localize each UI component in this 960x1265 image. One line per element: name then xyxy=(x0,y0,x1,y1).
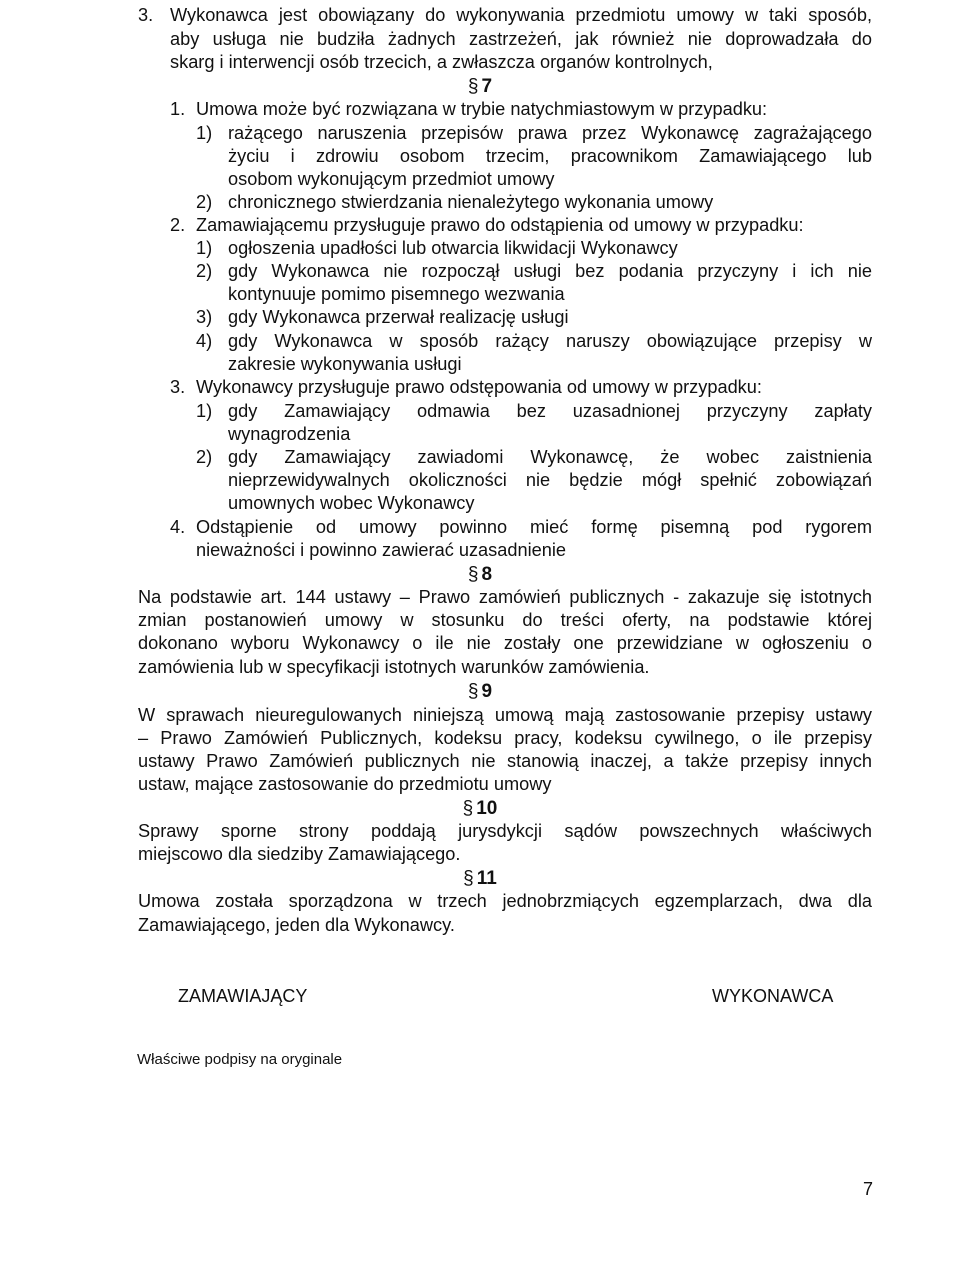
signature-label-contractor: WYKONAWCA xyxy=(712,986,834,1006)
item-number: 3. xyxy=(138,5,154,25)
subitem-line: gdy Wykonawca przerwał realizację usługi xyxy=(228,307,569,327)
item-text: Umowa może być rozwiązana w trybie natychmiastowym w przypadku: xyxy=(196,99,768,119)
paragraph-line: aby usługa nie budziła żadnych zastrzeżeń, jak również nie doprowadzała do xyxy=(170,29,872,49)
section-heading-11 xyxy=(0,867,960,890)
item-text: Wykonawcy przysługuje prawo odstępowania od umowy w przypadku: xyxy=(196,377,762,397)
subitem-line: ogłoszenia upadłości lub otwarcia likwidacji Wykonawcy xyxy=(228,238,678,258)
subitem-line: wynagrodzenia xyxy=(228,424,351,444)
subitem-line: umownych wobec Wykonawcy xyxy=(228,493,475,513)
paragraph-line: skarg i interwencji osób trzecich, a zwłaszcza organów kontrolnych, xyxy=(170,52,713,72)
subitem-line: gdy Zamawiający zawiadomi Wykonawcę, że wobec zaistnienia xyxy=(228,447,872,467)
subitem-number: 2) xyxy=(196,447,213,467)
page-number: 7 xyxy=(863,1179,874,1199)
section-heading-9 xyxy=(0,680,960,703)
paragraph-line: dokonano wyboru Wykonawcy o ile nie zostały one przewidziane w ogłoszeniu o xyxy=(138,633,872,653)
paragraph-line: Umowa została sporządzona w trzech jednobrzmiących egzemplarzach, dwa dla xyxy=(138,891,872,911)
paragraph-line: Na podstawie art. 144 ustawy – Prawo zamówień publicznych - zakazuje się istotnych xyxy=(138,587,872,607)
subitem-line: chronicznego stwierdzania nienależytego wykonania umowy xyxy=(228,192,714,212)
section-symbol: § xyxy=(467,564,479,585)
paragraph-line: ustawy Prawo Zamówień publicznych nie stanowią inaczej, a także przepisy innych xyxy=(138,751,872,771)
item-text: Zamawiającemu przysługuje prawo do odstąpienia od umowy w przypadku: xyxy=(196,215,804,235)
subitem-number: 1) xyxy=(196,401,213,421)
subitem-line: życiu i zdrowiu osobom trzecim, pracownikom Zamawiającego lub xyxy=(228,146,872,166)
paragraph-line: Wykonawca jest obowiązany do wykonywania przedmiotu umowy w taki sposób, xyxy=(170,5,872,25)
subitem-line: osobom wykonującym przedmiot umowy xyxy=(228,169,555,189)
subitem-line: rażącego naruszenia przepisów prawa przez Wykonawcę zagrażającego xyxy=(228,123,872,143)
section-heading-7 xyxy=(0,75,960,98)
section-number: 8 xyxy=(481,564,493,585)
subitem-number: 1) xyxy=(196,238,213,258)
paragraph-line: miejscowo dla siedziby Zamawiającego. xyxy=(138,844,461,864)
subitem-number: 1) xyxy=(196,123,213,143)
paragraph-line: zmian postanowień umowy w stosunku do treści oferty, na podstawie której xyxy=(138,610,872,630)
section-number: 11 xyxy=(476,868,497,889)
item-number: 4. xyxy=(170,517,186,537)
subitem-line: gdy Wykonawca nie rozpoczął usługi bez podania przyczyny i ich nie xyxy=(228,261,872,281)
subitem-line: kontynuuje pomimo pisemnego wezwania xyxy=(228,284,565,304)
subitem-line: gdy Wykonawca w sposób rażący naruszy obowiązujące przepisy w xyxy=(228,331,872,351)
section-symbol: § xyxy=(467,76,479,97)
item-number: 2. xyxy=(170,215,186,235)
subitem-line: nieprzewidywalnych okoliczności nie będzie mógł spełnić zobowiązań xyxy=(228,470,872,490)
subitem-number: 2) xyxy=(196,261,213,281)
section-number: 10 xyxy=(476,798,498,819)
paragraph-line: ustaw, mające zastosowanie do przedmiotu umowy xyxy=(138,774,552,794)
subitem-number: 4) xyxy=(196,331,213,351)
section-symbol: § xyxy=(467,681,479,702)
section-number: 7 xyxy=(481,76,493,97)
item-number: 1. xyxy=(170,99,186,119)
subitem-number: 2) xyxy=(196,192,213,212)
section-heading-8 xyxy=(0,563,960,586)
item-number: 3. xyxy=(170,377,186,397)
subitem-number: 3) xyxy=(196,307,213,327)
section-symbol: § xyxy=(462,798,474,819)
signature-label-ordering-party: ZAMAWIAJĄCY xyxy=(178,986,308,1006)
paragraph-line: W sprawach nieuregulowanych niniejszą umową mają zastosowanie przepisy ustawy xyxy=(138,705,872,725)
signatures-note: Właściwe podpisy na oryginale xyxy=(137,1051,343,1068)
paragraph-line: – Prawo Zamówień Publicznych, kodeksu pracy, kodeksu cywilnego, o ile przepisy xyxy=(138,728,872,748)
item-line: Odstąpienie od umowy powinno mieć formę pisemną pod rygorem xyxy=(196,517,872,537)
paragraph-line: zamówienia lub w specyfikacji istotnych warunków zamówienia. xyxy=(138,657,650,677)
section-symbol: § xyxy=(463,868,474,889)
item-line: nieważności i powinno zawierać uzasadnienie xyxy=(196,540,567,560)
section-number: 9 xyxy=(481,681,493,702)
subitem-line: zakresie wykonywania usługi xyxy=(228,354,462,374)
section-heading-10 xyxy=(0,797,960,820)
paragraph-line: Zamawiającego, jeden dla Wykonawcy. xyxy=(138,915,455,935)
paragraph-line: Sprawy sporne strony poddają jurysdykcji sądów powszechnych właściwych xyxy=(138,821,872,841)
subitem-line: gdy Zamawiający odmawia bez uzasadnionej przyczyny zapłaty xyxy=(228,401,872,421)
